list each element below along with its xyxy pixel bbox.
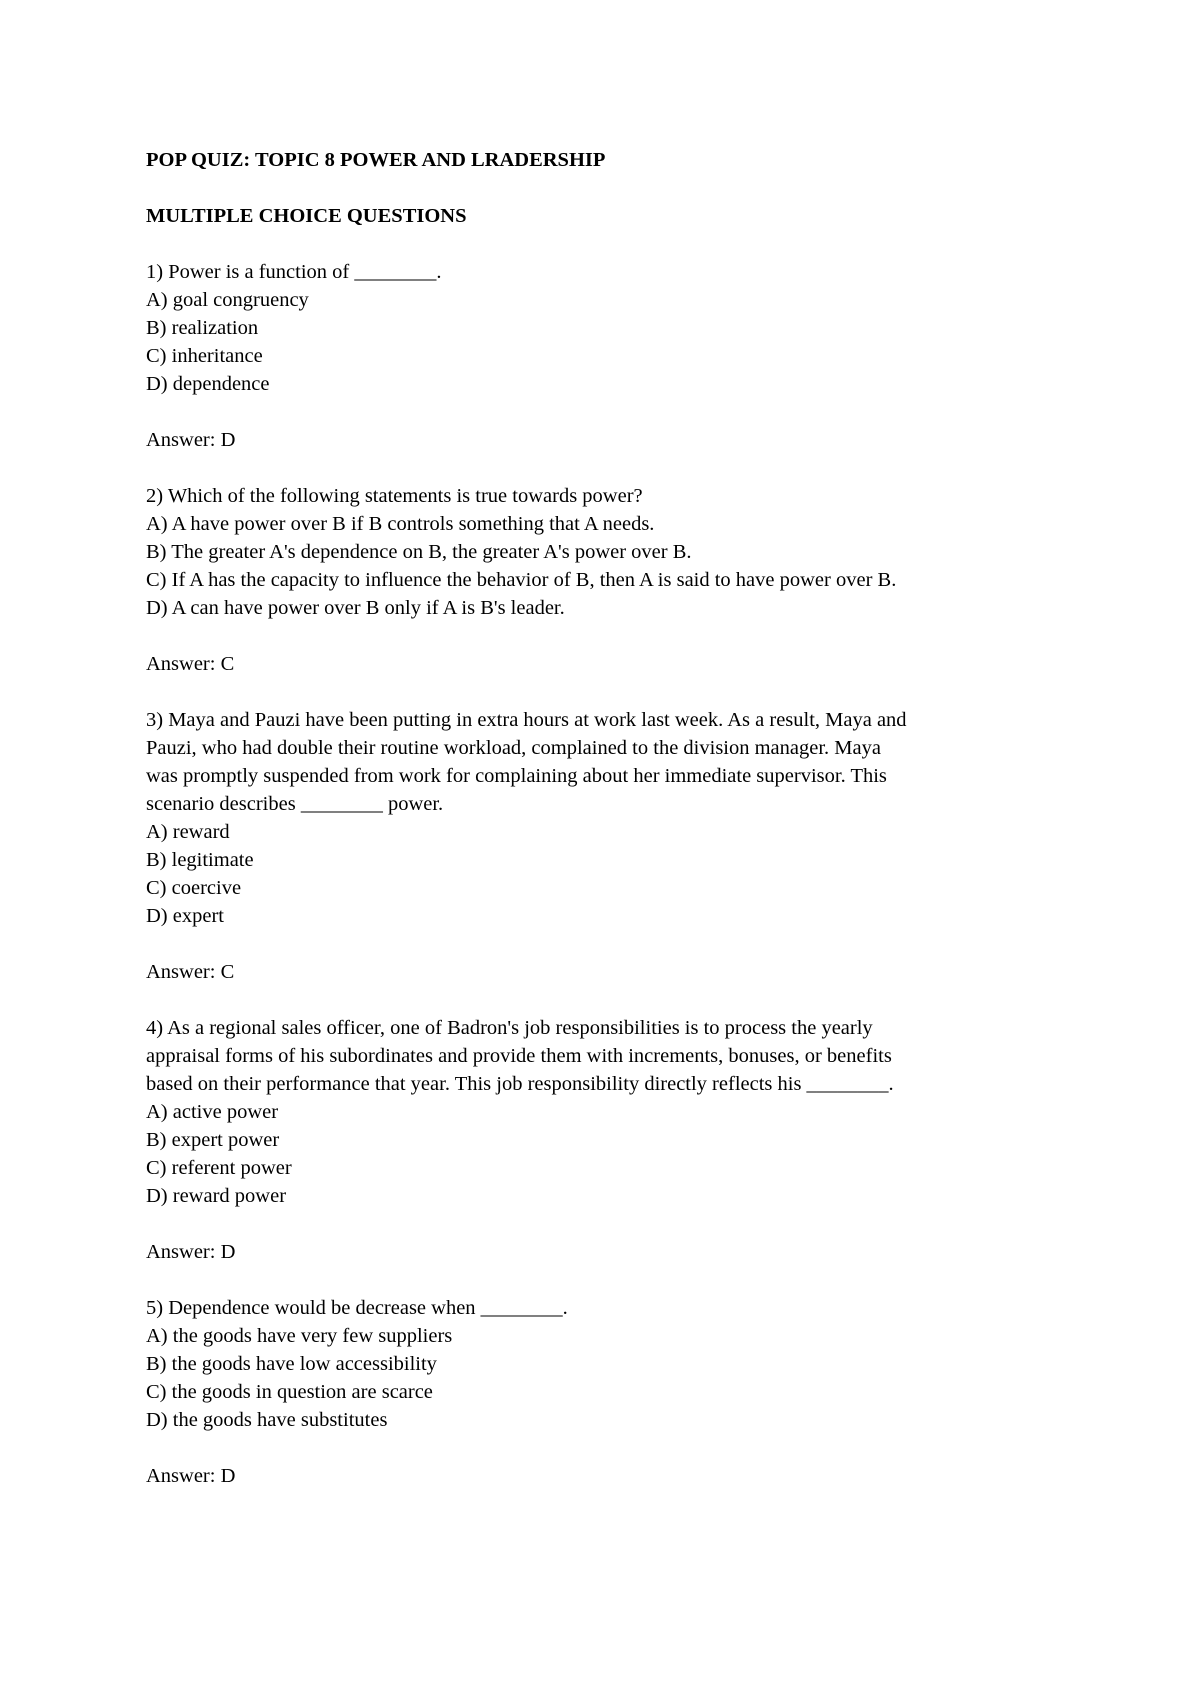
option-c: C) referent power — [146, 1157, 292, 1179]
option-a: A) the goods have very few suppliers — [146, 1325, 453, 1347]
option-c: C) coercive — [146, 877, 242, 899]
question-list — [146, 258, 1146, 1490]
answer-text: Answer: D — [146, 1241, 236, 1263]
option-b: B) realization — [146, 317, 259, 339]
question-stem: 3) Maya and Pauzi have been putting in extra hours at work last week. As a result, Maya and Pauzi, who had double their routine workload, complained to the division manager. Maya was promptly suspended from work for complaining about her immediate supervisor. This scenario describes ________ power. — [146, 709, 907, 815]
answer-text: Answer: C — [146, 961, 235, 983]
option-a: A) goal congruency — [146, 289, 309, 311]
page-title: POP QUIZ: TOPIC 8 POWER AND LRADERSHIP — [146, 149, 606, 171]
question-1 — [146, 258, 1146, 454]
question-5 — [146, 1294, 1146, 1490]
option-b: B) the goods have low accessibility — [146, 1353, 437, 1375]
question-stem: 2) Which of the following statements is true towards power? — [146, 485, 643, 507]
option-d: D) dependence — [146, 373, 270, 395]
answer-text: Answer: D — [146, 429, 236, 451]
option-d: D) expert — [146, 905, 224, 927]
option-d: D) reward power — [146, 1185, 287, 1207]
question-2 — [146, 482, 1146, 678]
option-b: B) legitimate — [146, 849, 254, 871]
option-c: C) inheritance — [146, 345, 263, 367]
document-page — [146, 146, 1146, 1518]
question-stem: 4) As a regional sales officer, one of Badron's job responsibilities is to process the yearly appraisal forms of his subordinates and provide them with increments, bonuses, or benefits based on their performance that year. This job responsibility directly reflects his ________. — [146, 1017, 894, 1095]
option-b: B) expert power — [146, 1129, 280, 1151]
option-a: A) A have power over B if B controls something that A needs. — [146, 513, 655, 535]
option-d: D) the goods have substitutes — [146, 1409, 388, 1431]
question-stem: 1) Power is a function of ________. — [146, 261, 442, 283]
option-a: A) active power — [146, 1101, 279, 1123]
question-3 — [146, 706, 1146, 986]
option-d: D) A can have power over B only if A is B's leader. — [146, 597, 565, 619]
answer-text: Answer: C — [146, 653, 235, 675]
option-b: B) The greater A's dependence on B, the greater A's power over B. — [146, 541, 692, 563]
question-stem: 5) Dependence would be decrease when ________. — [146, 1297, 568, 1319]
section-heading: MULTIPLE CHOICE QUESTIONS — [146, 205, 467, 227]
option-c: C) If A has the capacity to influence the behavior of B, then A is said to have power over B. — [146, 569, 897, 591]
question-4 — [146, 1014, 1146, 1266]
option-c: C) the goods in question are scarce — [146, 1381, 433, 1403]
answer-text: Answer: D — [146, 1465, 236, 1487]
option-a: A) reward — [146, 821, 230, 843]
